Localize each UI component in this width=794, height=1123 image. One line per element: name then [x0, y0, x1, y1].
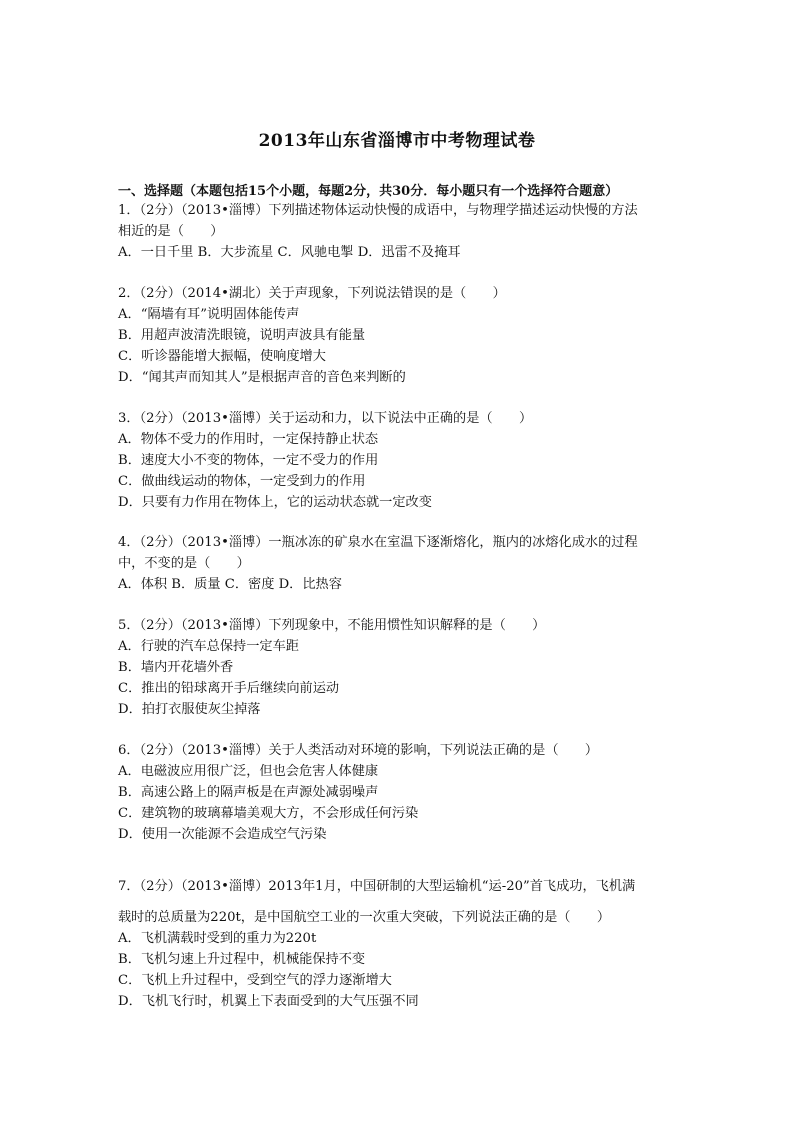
question-5: [118, 615, 678, 720]
question-2: [118, 283, 678, 388]
option-b: B．高速公路上的隔声板是在声源处减弱噪声: [118, 785, 379, 800]
question-7: [118, 876, 678, 1012]
page-title: 2013年山东省淄博市中考物理试卷: [258, 131, 536, 151]
question-4: [118, 532, 678, 595]
option-a: A．“隔墙有耳”说明固体能传声: [118, 307, 300, 322]
question-stem-continued: 相近的是（ ）: [118, 224, 224, 239]
option-d: D．飞机飞行时，机翼上下表面受到的大气压强不同: [118, 994, 419, 1009]
question-stem: 7．（2分）（2013•淄博）2013年1月，中国研制的大型运输机“运-20”首飞成功，飞机满: [118, 879, 636, 894]
option-d: D．使用一次能源不会造成空气污染: [118, 827, 327, 842]
question-options: A．体积 B．质量 C．密度 D．比热容: [118, 577, 342, 592]
option-c: C．听诊器能增大振幅，使响度增大: [118, 349, 326, 364]
option-a: A．行驶的汽车总保持一定车距: [118, 639, 299, 654]
option-b: B．用超声波清洗眼镜，说明声波具有能量: [118, 328, 366, 343]
option-c: C．建筑物的玻璃幕墙美观大方，不会形成任何污染: [118, 806, 419, 821]
option-d: D．“闻其声而知其人”是根据声音的音色来判断的: [118, 370, 406, 385]
option-b: B．速度大小不变的物体，一定不受力的作用: [118, 453, 379, 468]
option-c: C．飞机上升过程中，受到空气的浮力逐渐增大: [118, 973, 392, 988]
question-6: [118, 740, 678, 845]
option-b: B．墙内开花墙外香: [118, 660, 234, 675]
option-b: B．飞机匀速上升过程中，机械能保持不变: [118, 952, 366, 967]
option-a: A．电磁波应用很广泛，但也会危害人体健康: [118, 764, 379, 779]
question-stem: 3．（2分）（2013•淄博）关于运动和力，以下说法中正确的是（ ）: [118, 411, 533, 426]
question-options: A．一日千里 B．大步流星 C．风驰电掣 D．迅雷不及掩耳: [118, 245, 461, 260]
question-stem: 1．（2分）（2013•淄博）下列描述物体运动快慢的成语中，与物理学描述运动快慢的方法: [118, 203, 638, 218]
option-a: A．飞机满载时受到的重力为220t: [118, 931, 317, 946]
question-stem-continued: 载时的总质量为220t，是中国航空工业的一次重大突破，下列说法正确的是（ ）: [118, 910, 611, 925]
line-spacer: [118, 897, 678, 907]
section-header: 一、选择题（本题包括15个小题，每题2分，共30分．每小题只有一个选择符合题意）: [118, 184, 619, 199]
option-c: C．做曲线运动的物体，一定受到力的作用: [118, 474, 366, 489]
option-d: D．只要有力作用在物体上，它的运动状态就一定改变: [118, 495, 432, 510]
question-stem: 4．（2分）（2013•淄博）一瓶冰冻的矿泉水在室温下逐渐熔化，瓶内的冰熔化成水的过程: [118, 535, 638, 550]
option-c: C．推出的铅球离开手后继续向前运动: [118, 681, 340, 696]
option-d: D．拍打衣服使灰尘掉落: [118, 702, 261, 717]
question-stem: 6．（2分）（2013•淄博）关于人类活动对环境的影响，下列说法正确的是（ ）: [118, 743, 599, 758]
question-stem: 2．（2分）（2014•湖北）关于声现象，下列说法错误的是（ ）: [118, 286, 506, 301]
question-1: [118, 200, 678, 263]
option-a: A．物体不受力的作用时，一定保持静止状态: [118, 432, 379, 447]
question-stem-continued: 中，不变的是（ ）: [118, 556, 250, 571]
question-3: [118, 408, 678, 513]
question-stem: 5．（2分）（2013•淄博）下列现象中，不能用惯性知识解释的是（ ）: [118, 618, 546, 633]
